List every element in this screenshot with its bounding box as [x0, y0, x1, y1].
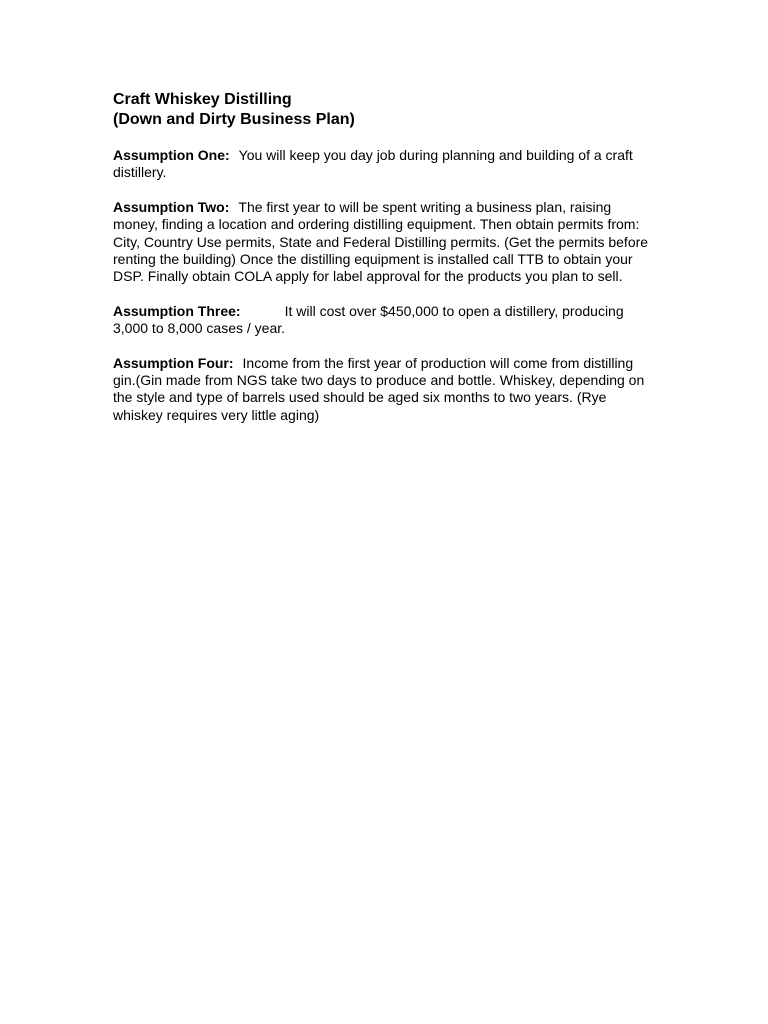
document-title — [113, 90, 658, 130]
assumption-one-label: Assumption One: — [113, 147, 230, 163]
title-line-1: Craft Whiskey Distilling — [113, 91, 292, 108]
title-line-2: (Down and Dirty Business Plan) — [113, 111, 355, 128]
document-body — [113, 90, 658, 424]
assumption-two-text: The first year to will be spent writing a business plan, raising money, finding a location and ordering distilling equipment. Then obtain permits from: City, Country Use permits, State and Federal Distilling permits. (Get the permits before renting the building) Once the distilling equipment is installed call TTB to obtain your DSP. Finally obtain COLA apply for label approval for the products you plan to sell. — [113, 198, 649, 285]
assumption-four — [113, 355, 658, 425]
assumption-four-text: Income from the first year of production will come from distilling gin.(Gin made from NGS take two days to produce and bottle. Whiskey, depending on the style and type of barrels used should be aged six months to two years. (Rye whiskey requires very little aging) — [113, 354, 645, 423]
assumption-three-label: Assumption Three: — [113, 302, 241, 319]
assumption-three — [113, 303, 658, 338]
assumption-three-text: It will cost over $450,000 to open a distillery, producing 3,000 to 8,000 cases / year. — [113, 302, 624, 337]
assumption-four-label: Assumption Four: — [113, 354, 234, 371]
assumption-two — [113, 199, 658, 286]
assumption-one — [113, 147, 658, 182]
assumption-one-text: You will keep you day job during planning and building of a craft distillery. — [113, 147, 633, 181]
assumption-two-label: Assumption Two: — [113, 198, 230, 215]
